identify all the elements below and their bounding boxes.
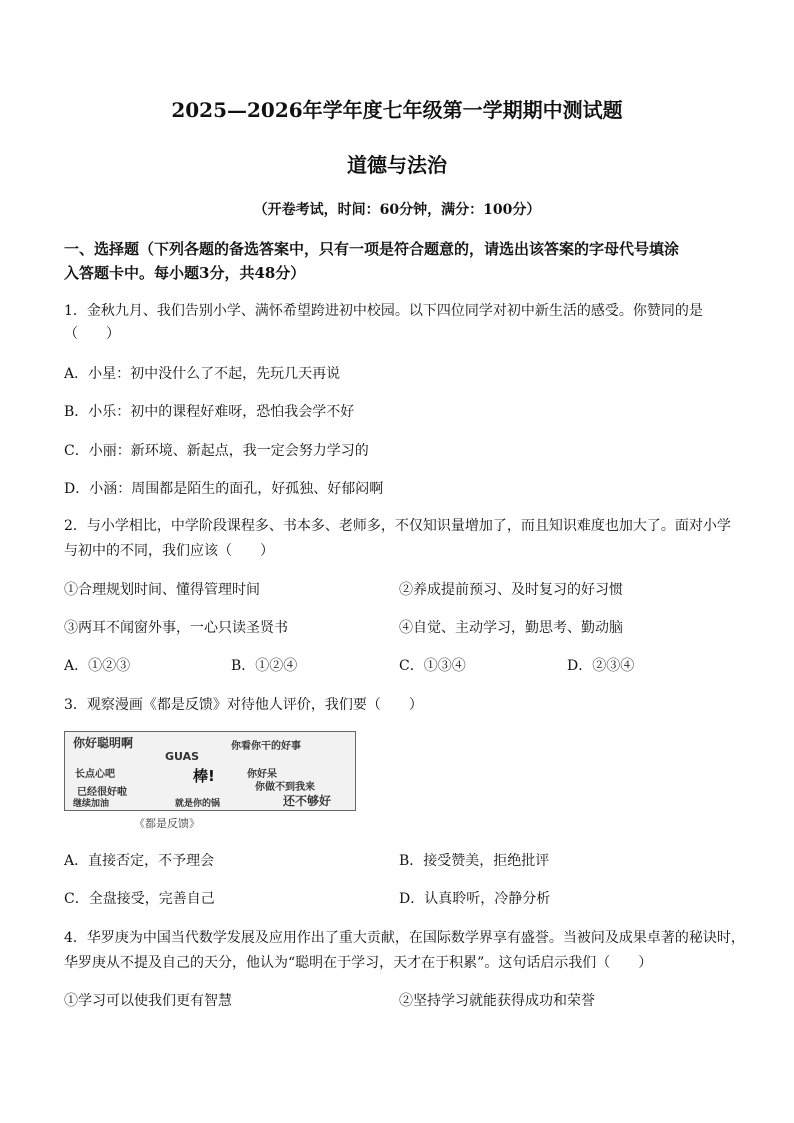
question-1-option-d: D．小涵：周围都是陌生的面孔，好孤独、好郁闷啊 <box>64 481 384 497</box>
question-1-option-a: A．小星：初中没什么了不起，先玩几天再说 <box>64 366 341 382</box>
section-instruction-line-1: 一、选择题（下列各题的备选答案中，只有一项是符合题意的，请选出该答案的字母代号填涂 <box>64 240 680 258</box>
comic-word: 长点心吧 <box>75 769 115 780</box>
question-1-stem-line-2: （ ） <box>64 326 120 342</box>
comic-image <box>64 731 356 835</box>
question-3-option-d: D．认真聆听，冷静分析 <box>399 891 551 907</box>
question-2-option-c: C．①③④ <box>399 658 466 674</box>
question-2-statement-2: ②养成提前预习、及时复习的好习惯 <box>399 582 623 598</box>
comic-word: 就是你的锅 <box>175 799 221 809</box>
question-1-stem-line-1: 1．金秋九月、我们告别小学、满怀希望跨进初中校园。以下四位同学对初中新生活的感受。你赞同的是 <box>64 303 703 319</box>
page-title: 2025—2026年学年度七年级第一学期期中测试题 <box>171 98 623 122</box>
question-2-stem-line-1: 2．与小学相比，中学阶段课程多、书本多、老师多，不仅知识量增加了，而且知识难度也加大了。面对小学 <box>64 518 731 534</box>
question-2-stem-line-2: 与初中的不同，我们应该（ ） <box>64 543 274 559</box>
comic-word: 你做不到我来 <box>255 782 315 793</box>
question-3-option-c: C．全盘接受，完善自己 <box>64 891 215 907</box>
question-2-statement-1: ①合理规划时间、懂得管理时间 <box>64 582 260 598</box>
question-2-option-a: A．①②③ <box>64 658 131 674</box>
question-2-option-d: D．②③④ <box>567 658 635 674</box>
comic-word: 已经很好啦 <box>77 787 127 798</box>
section-instruction-line-2: 入答题卡中。每小题3分，共48分） <box>64 264 306 282</box>
question-1-option-c: C．小丽：新环境、新起点，我一定会努力学习的 <box>64 443 369 459</box>
comic-word: GUAS <box>165 750 200 763</box>
comic-caption: 《都是反馈》 <box>134 817 200 830</box>
subject-title: 道德与法治 <box>347 153 447 177</box>
comic-word: 你好聪明啊 <box>73 736 134 750</box>
question-2-statement-4: ④自觉、主动学习，勤思考、勤动脑 <box>399 620 623 636</box>
exam-info: （开卷考试，时间：60分钟，满分：100分） <box>253 202 541 218</box>
comic-word: 你看你干的好事 <box>231 741 301 752</box>
question-3-stem: 3．观察漫画《都是反馈》对待他人评价，我们要（ ） <box>64 697 423 713</box>
comic-frame <box>64 731 356 811</box>
question-4-statement-2: ②坚持学习就能获得成功和荣誉 <box>399 993 595 1009</box>
comic-word: 还不够好 <box>283 794 332 808</box>
comic-word: 你好呆 <box>247 769 277 780</box>
question-4-statement-1: ①学习可以使我们更有智慧 <box>64 993 232 1009</box>
question-1-option-b: B．小乐：初中的课程好难呀，恐怕我会学不好 <box>64 404 355 420</box>
comic-word: 继续加油 <box>73 799 110 809</box>
question-4-stem-line-1: 4．华罗庚为中国当代数学发展及应用作出了重大贡献，在国际数学界享有盛誉。当被问及成果卓著的秘诀时， <box>64 930 745 946</box>
question-3-option-a: A．直接否定，不予理会 <box>64 853 215 869</box>
question-2-statement-3: ③两耳不闻窗外事，一心只读圣贤书 <box>64 620 288 636</box>
question-4-stem-line-2: 华罗庚从不提及自己的天分，他认为“聪明在于学习，天才在于积累”。这句话启示我们（ ） <box>64 955 653 971</box>
comic-word: 棒! <box>193 767 215 785</box>
question-2-option-b: B．①②④ <box>231 658 298 674</box>
question-3-option-b: B．接受赞美，拒绝批评 <box>399 853 550 869</box>
